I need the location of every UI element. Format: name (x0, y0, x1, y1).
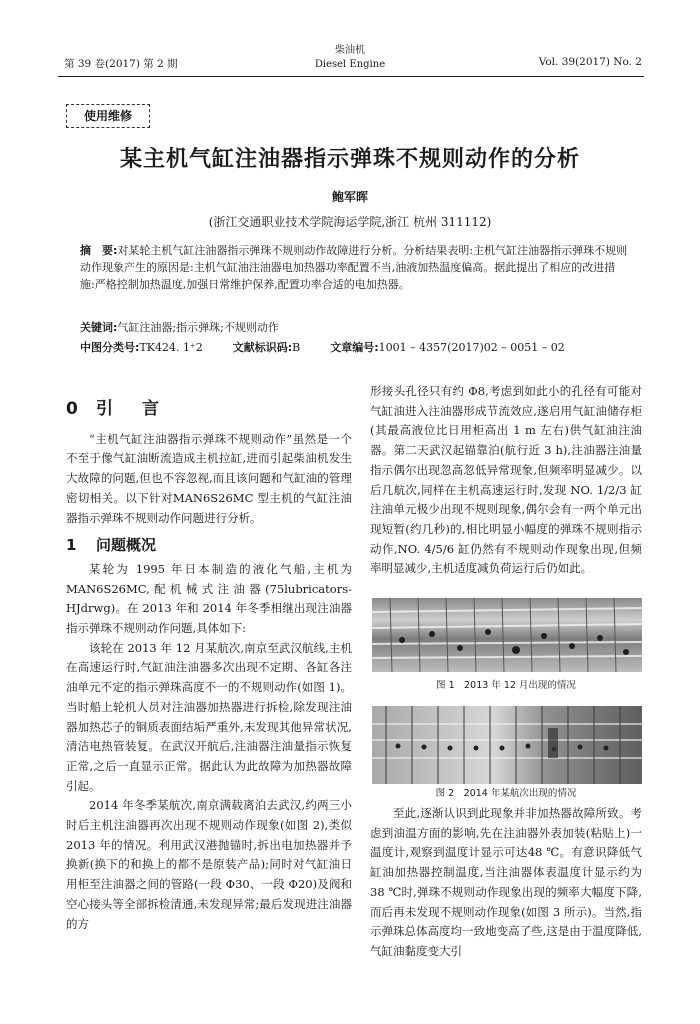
clc-value: TK424. 1⁺2 (139, 341, 203, 354)
figure-1-photo (372, 598, 642, 672)
journal-volume-cn: 第 39 卷(2017) 第 2 期 (64, 58, 178, 70)
doc-code-label: 文献标识码: (232, 341, 293, 354)
right-column-top (370, 382, 642, 579)
keywords (80, 320, 640, 336)
right-column-bottom (370, 804, 642, 962)
figure-1-caption: 图 1 2013 年 12 月出现的情况 (436, 680, 576, 691)
abstract-label: 摘 要: (80, 244, 118, 257)
affiliation: (浙江交通职业技术学院海运学院,浙江 杭州 311112) (208, 215, 492, 229)
section-number: 1 (66, 536, 77, 555)
left-column (66, 392, 352, 934)
lubricator-photo-1 (372, 598, 642, 672)
abstract (80, 242, 628, 293)
section-tag: 使用维修 (66, 104, 150, 128)
journal-name-en: Diesel Engine (314, 59, 386, 70)
section-number: 0 (66, 399, 84, 419)
paper-title: 某主机气缸注油器指示弹珠不规则动作的分析 (119, 147, 580, 172)
paragraph: 形接头孔径只有约 Φ8,考虑到如此小的孔径有可能对气缸油进入注油器形成节流效应,遂启用气缸油储存柜(其最高液位比日用柜高出 1 m 左右)供气缸油注油器。第二天武汉起锚靠泊(航行近 3 h),注油器注油量指示偶尔出现忽高忽低异常现象,但频率明显减少。以后几航次,同样在主机高速运行时,发现 NO. 1/2/3 缸注油单元极少出现不规则现象,偶尔会有一两个单元出现短暂(约几秒)的,相比明显小幅度的弹珠不规则指示动作,NO. 4/5/6 缸仍然有不规则动作现象出现,但频率明显减少,主机适度减负荷运行后仍如此。 (370, 384, 642, 576)
journal-volume-en: Vol. 39(2017) No. 2 (538, 56, 642, 68)
keywords-label: 关键词: (80, 321, 118, 334)
doc-code-value: B (292, 341, 301, 354)
page-header (0, 0, 700, 82)
paragraph: “主机气缸注油器指示弹珠不规则动作”虽然是一个不至于像气缸油断流造成主机拉缸,进而引起柴油机发生大故障的问题,但也不容忽视,而且该问题和气缸油的管理密切相关。以下针对MAN6S26MC 型主机的气缸注油器指示弹珠不规则动作问题进行分析。 (66, 431, 352, 525)
section-title: 引 言 (96, 399, 165, 419)
section-title: 问题概况 (96, 536, 157, 555)
paragraph: 2014 年冬季某航次,南京满载离泊去武汉,约两三小时后主机注油器再次出现不规则动作现象(如图 2),类似 2013 年的情况。利用武汉港抛锚时,拆出电加热器并予换新(换下的和换上的都不是原装产品);同时对气缸油日用柜至注油器之间的管路(一段 Φ30、一段 Φ20)及阀和空心接头等全部拆检清通,未发现异常;最后发现进注油器的方 (66, 798, 352, 931)
clc-label: 中图分类号: (80, 341, 140, 354)
header-rule (58, 76, 644, 77)
section-heading-intro (66, 400, 352, 420)
figure-2-photo (372, 706, 642, 784)
article-number-label: 文章编号: (330, 341, 379, 354)
lubricator-photo-2 (372, 706, 642, 784)
figure-2-caption: 图 2 2014 年某航次出现的情况 (435, 788, 577, 799)
journal-name-cn: 柴油机 (335, 45, 365, 56)
author: 鲍军晖 (331, 190, 368, 204)
abstract-text: 对某轮主机气缸注油器指示弹珠不规则动作故障进行分析。分析结果表明:主机气缸注油器指示弹珠不规则动作现象产生的原因是:主机气缸油注油器电加热器功率配置不当,油液加热温度偏高。据此提出了相应的改进措施:严格控制加热温度,加强日常维护保养,配置功率合适的电加热器。 (80, 244, 628, 291)
paragraph: 至此,逐渐认识到此现象并非加热器故障所致。考虑到油温方面的影响,先在注油器外表加装(粘贴上)一温度计,观察到温度计显示可达48 ℃。有意识降低气缸油加热器控制温度,当注油器体表温度计显示约为 38 ℃时,弹珠不规则动作现象出现的频率大幅度下降,而后再未发现不规则动作现象(如图 3 所示)。当然,指示弹珠总体高度均一致地变高了些,这是由于温度降低,气缸油黏度变大引 (370, 806, 642, 958)
classification-line (80, 340, 640, 356)
section-heading-overview (66, 536, 352, 556)
keywords-text: 气缸注油器;指示弹珠;不规则动作 (117, 321, 279, 334)
paragraph: 某轮为 1995 年日本制造的液化气船,主机为MAN6S26MC,配机械式注油器(75lubricators-HJdrwg)。在 2013 年和 2014 年冬季相继出现注油器指示弹珠不规则动作问题,具体如下: (66, 561, 352, 636)
article-number-value: 1001 – 4357(2017)02 – 0051 – 02 (378, 341, 565, 354)
paragraph: 该轮在 2013 年 12 月某航次,南京至武汉航线,主机在高速运行时,气缸油注油器多次出现不定期、各缸各注油单元不定的指示弹珠高度不一的不规则动作(如图 1)。当时船上轮机人员对注油器加热器进行拆检,除发现注油器加热芯子的铜质表面结垢严重外,未发现其他异常状况,清洁电热管装复。在武汉开航后,注油器注油量指示恢复正常,之后一直显示正常。据此认为此故障为加热器故障引起。 (66, 640, 352, 793)
